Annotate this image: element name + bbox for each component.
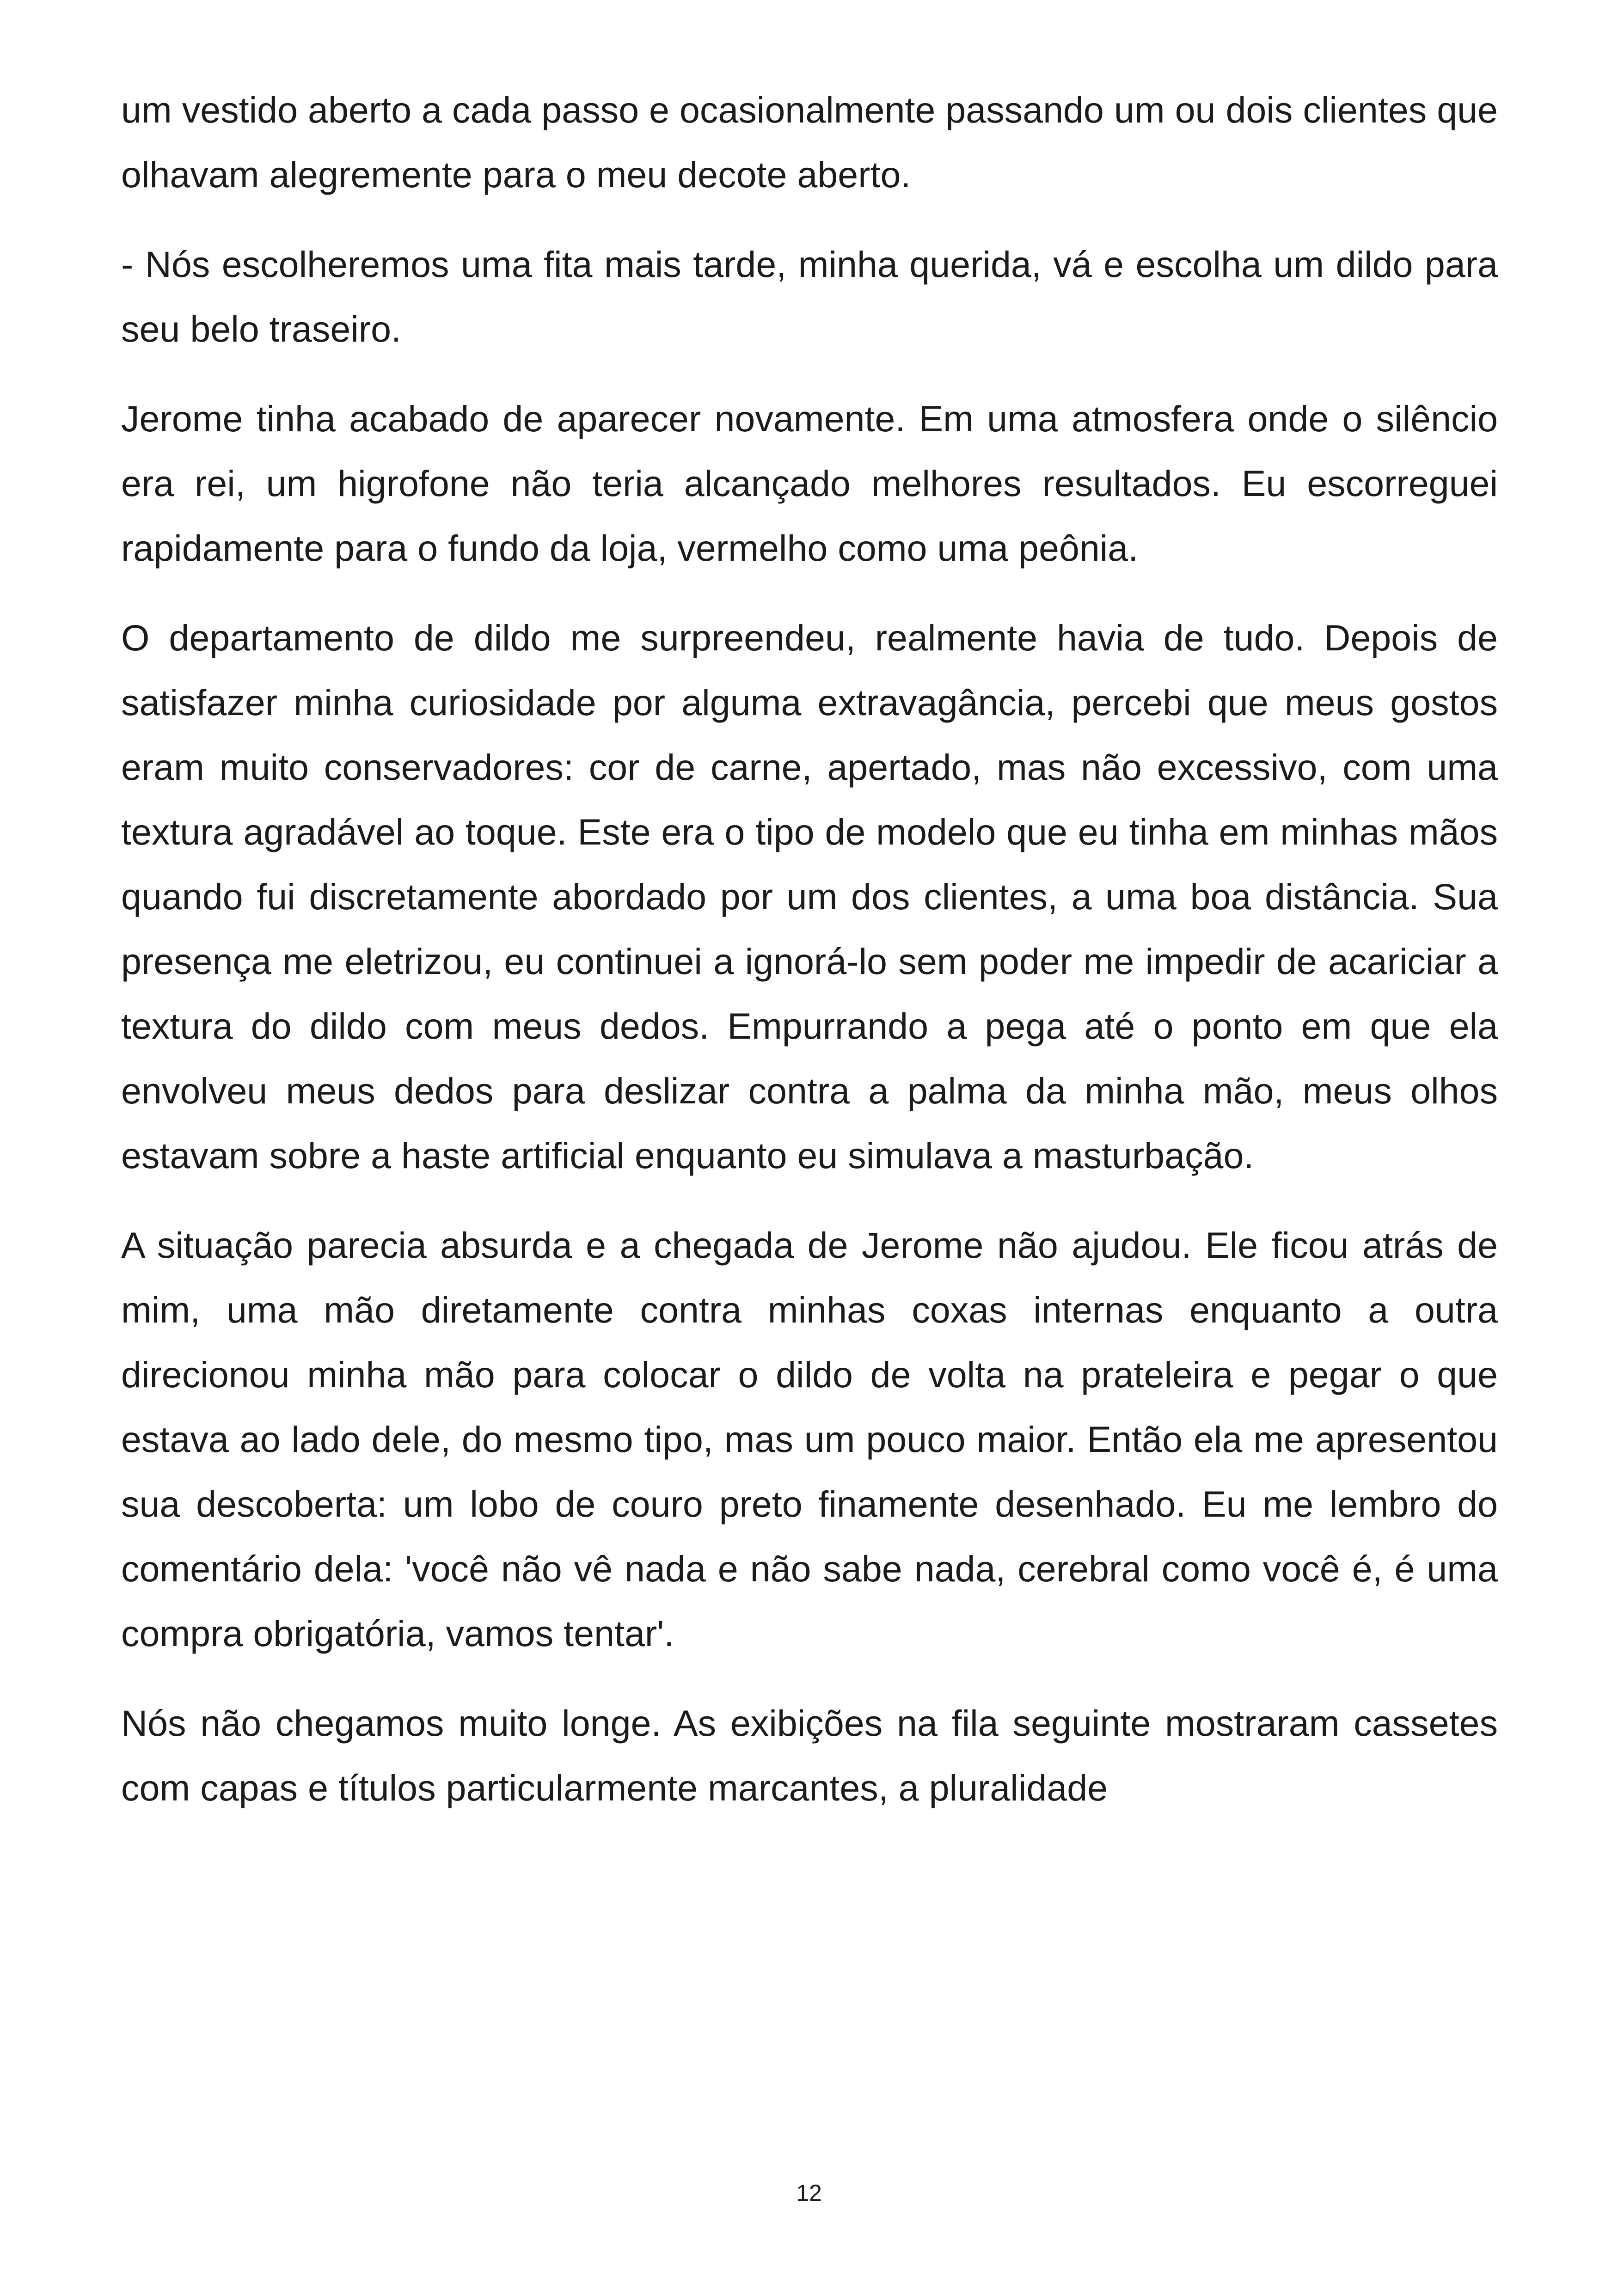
paragraph-5: A situação parecia absurda e a chegada de Jerome não ajudou. Ele ficou atrás de mim, uma mão diretamente contra minhas coxas internas enquanto a outra direcionou minha mão para colocar o dildo de volta na prateleira e pegar o que estava ao lado dele, do mesmo tipo, mas um pouco maior. Então ela me apresentou sua descoberta: um lobo de couro preto finamente desenhado. Eu me lembro do comentário dela: 'você não vê nada e não sabe nada, cerebral como você é, é uma compra obrigatória, vamos tentar'. xyxy=(121,1225,1498,1654)
page-number: 12 xyxy=(796,2180,822,2206)
paragraph-2: - Nós escolheremos uma fita mais tarde, minha querida, vá e escolha um dildo para seu belo traseiro. xyxy=(121,244,1498,349)
paragraph-3: Jerome tinha acabado de aparecer novamente. Em uma atmosfera onde o silêncio era rei, um higrofone não teria alcançado melhores resultados. Eu escorreguei rapidamente para o fundo da loja, vermelho como uma peônia. xyxy=(121,398,1498,569)
paragraph-6: Nós não chegamos muito longe. As exibições na fila seguinte mostraram cassetes com capas e títulos particularmente marcantes, a pluralidade xyxy=(121,1702,1498,1808)
paragraph-4: O departamento de dildo me surpreendeu, realmente havia de tudo. Depois de satisfazer minha curiosidade por alguma extravagância, percebi que meus gostos eram muito conservadores: cor de carne, apertado, mas não excessivo, com uma textura agradável ao toque. Este era o tipo de modelo que eu tinha em minhas mãos quando fui discretamente abordado por um dos clientes, a uma boa distância. Sua presença me eletrizou, eu continuei a ignorá-lo sem poder me impedir de acariciar a textura do dildo com meus dedos. Empurrando a pega até o ponto em que ela envolveu meus dedos para deslizar contra a palma da minha mão, meus olhos estavam sobre a haste artificial enquanto eu simulava a masturbação. xyxy=(121,617,1498,1176)
paragraph-1: um vestido aberto a cada passo e ocasionalmente passando um ou dois clientes que olhavam alegremente para o meu decote aberto. xyxy=(121,89,1498,195)
body-text xyxy=(121,78,1498,1845)
